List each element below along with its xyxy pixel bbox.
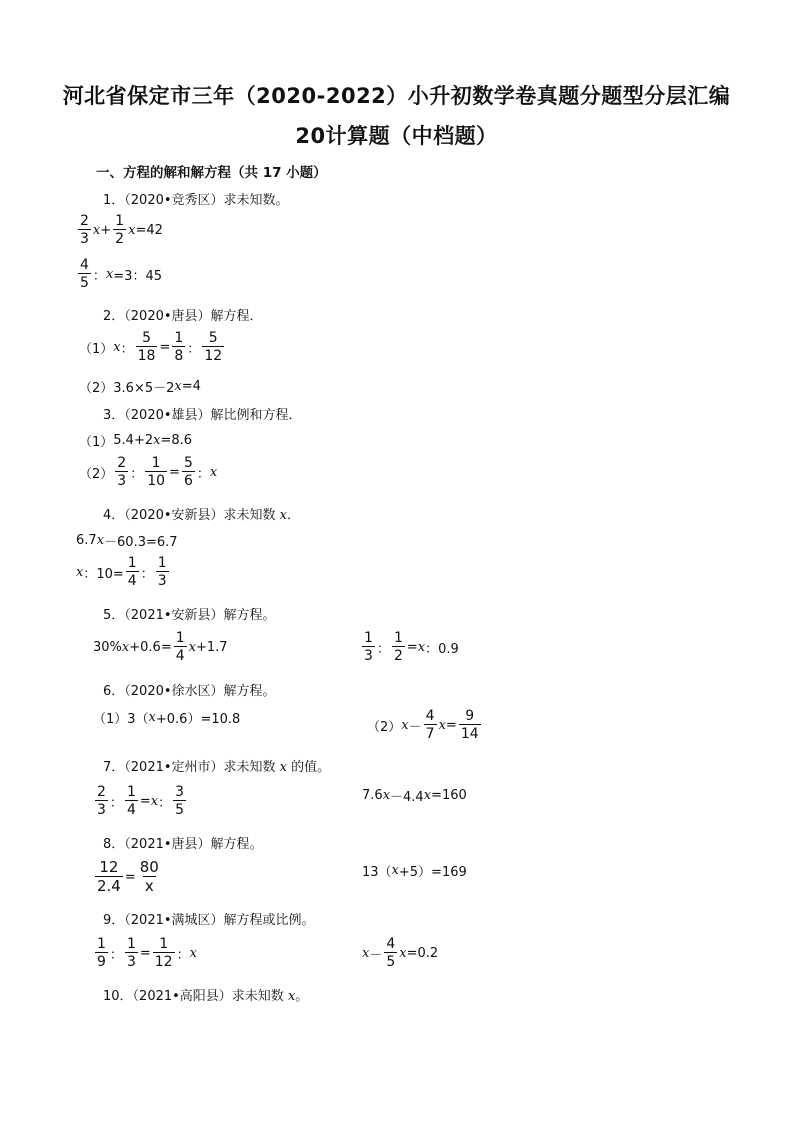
q3-equation-2: （2） $\frac{2}{3}$ ： $\frac{1}{10}$ = $\frac{5}{6}$ ： x [79, 455, 218, 489]
question-9: 9．（2021•满城区）解方程或比例。 [103, 913, 315, 928]
question-1: 1．（2020•竞秀区）求未知数。 [103, 193, 289, 208]
fraction: $\frac{4}{7}$ [425, 708, 435, 742]
fraction: $\frac{12}{2.4}$ [97, 858, 121, 895]
fraction: $\frac{5}{12}$ [204, 330, 223, 364]
section-heading: 一、方程的解和解方程（共 17 小题） [96, 165, 327, 181]
q6-equation-2: （2） x － $\frac{4}{7}$ x = $\frac{9}{14}$ [367, 708, 479, 742]
q8-equation-2: 13（ x +5）=169 [362, 863, 467, 880]
question-5: 5．（2021•安新县）解方程。 [103, 608, 276, 623]
fraction: $\frac{1}{4}$ [126, 784, 136, 818]
fraction: $\frac{80}{x}$ [139, 858, 159, 895]
question-6: 6．（2020•徐水区）解方程。 [103, 684, 276, 699]
question-8: 8．（2021•唐县）解方程。 [103, 837, 263, 852]
question-4: 4．（2020•安新县）求未知数 x． [103, 508, 301, 523]
fraction: $\frac{5}{6}$ [183, 455, 193, 489]
question-3: 3．（2020•雄县）解比例和方程． [103, 408, 302, 423]
document-title: 河北省保定市三年（2020-2022）小升初数学卷真题分题型分层汇编 [62, 84, 731, 108]
fraction: $\frac{1}{10}$ [147, 455, 166, 489]
q1-equation-2: $\frac{4}{5}$ ： x =3：45 [80, 257, 162, 291]
q5-equation-1: 30% x +0.6= $\frac{1}{4}$ x +1.7 [93, 630, 228, 664]
question-10: 10．（2021•高阳县）求未知数 x。 [103, 989, 309, 1004]
q1-equation-1: $\frac{2}{3}$ x + $\frac{1}{2}$ x =42 [80, 213, 163, 247]
fraction: $\frac{2}{3}$ [80, 213, 89, 247]
fraction: $\frac{1}{2}$ [393, 630, 403, 664]
q3-equation-1: （1） 5.4+2 x =8.6 [79, 433, 193, 450]
fraction: $\frac{5}{18}$ [137, 330, 156, 364]
q5-equation-2: $\frac{1}{3}$ ： $\frac{1}{2}$ = x ：0.9 [364, 630, 459, 664]
fraction: $\frac{1}{8}$ [174, 330, 184, 364]
q2-equation-2: （2） 3.6×5－2 x =4 [79, 379, 201, 396]
fraction: $\frac{1}{4}$ [175, 630, 185, 664]
q8-equation-1: $\frac{12}{2.4}$ = $\frac{80}{x}$ [97, 858, 159, 895]
fraction: $\frac{2}{3}$ [97, 784, 106, 818]
q4-equation-2: x ：10= $\frac{1}{4}$ ： $\frac{1}{3}$ [76, 555, 167, 589]
q7-equation-1: $\frac{2}{3}$ ： $\frac{1}{4}$ = x ： $\frac{3}{5}$ [97, 784, 185, 818]
fraction: $\frac{4}{5}$ [386, 936, 396, 970]
fraction: $\frac{1}{12}$ [154, 936, 173, 970]
fraction: $\frac{1}{9}$ [97, 936, 106, 970]
q7-equation-2: 7.6 x －4.4 x =160 [362, 788, 467, 805]
fraction: $\frac{2}{3}$ [117, 455, 127, 489]
fraction: $\frac{9}{14}$ [460, 708, 479, 742]
question-7: 7．（2021•定州市）求未知数 x 的值。 [103, 760, 331, 775]
fraction: $\frac{1}{3}$ [364, 630, 373, 664]
q2-equation-1: （1） x ： $\frac{5}{18}$ = $\frac{1}{8}$ ： $\frac{5}{12}$ [79, 330, 223, 364]
question-2: 2．（2020•唐县）解方程． [103, 309, 263, 324]
q4-equation-1: 6.7 x －60.3=6.7 [76, 533, 178, 550]
q9-equation-1: $\frac{1}{9}$ ： $\frac{1}{3}$ = $\frac{1}{12}$ ： x [97, 936, 197, 970]
q6-equation-1: （1）3（ x +0.6）=10.8 [93, 710, 241, 727]
fraction: $\frac{1}{3}$ [126, 936, 136, 970]
fraction: $\frac{3}{5}$ [175, 784, 185, 818]
fraction: $\frac{1}{2}$ [115, 213, 125, 247]
fraction: $\frac{1}{4}$ [127, 555, 137, 589]
document-subtitle: 20计算题（中档题） [295, 124, 498, 148]
fraction: $\frac{1}{3}$ [157, 555, 167, 589]
fraction: $\frac{4}{5}$ [80, 257, 89, 291]
q9-equation-2: x － $\frac{4}{5}$ x =0.2 [362, 936, 439, 970]
